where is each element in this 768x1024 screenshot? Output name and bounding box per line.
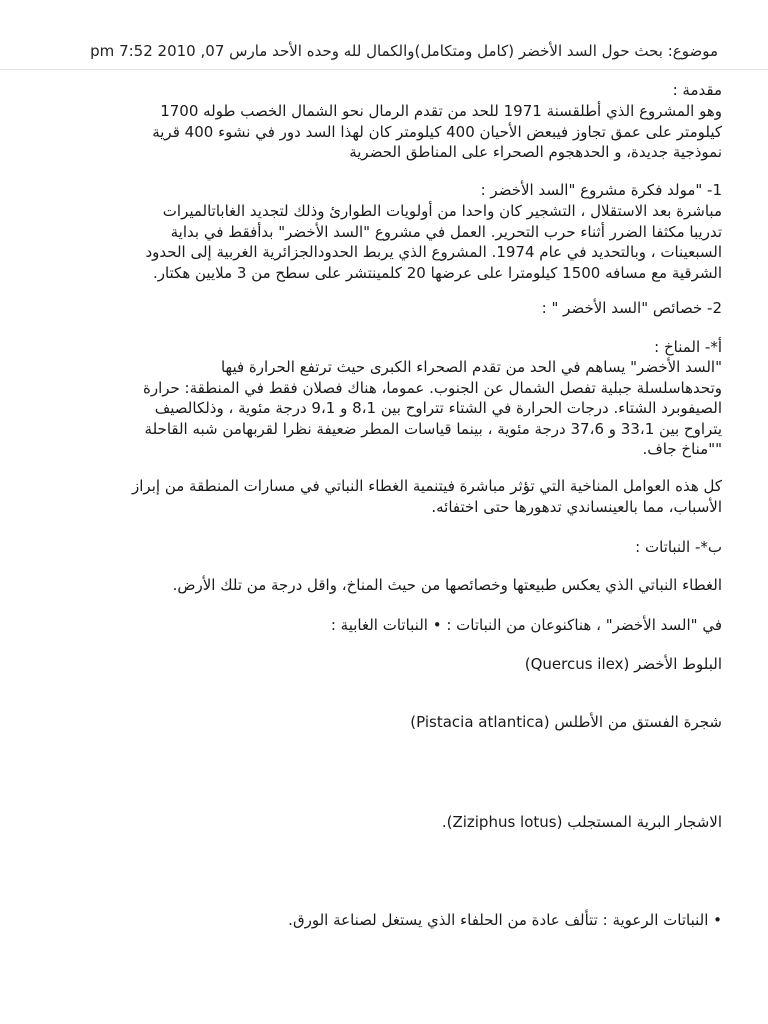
text-line: "السد الأخضر" يساهم في الحد من تقدم الصحراء الكبرى حيث ترتفع الحرارة فيها: [220, 358, 722, 376]
post-subject-and-date: موضوع: بحث حول السد الأخضر (كامل ومتكامل)والكمال لله وحده الأحد مارس 07, 2010 7:52 pm: [90, 42, 718, 60]
plants-heading: ب*- النباتات :: [635, 538, 722, 556]
text-line: الأسباب، مما بالعينساندي تدهورها حتى اختفائه.: [431, 497, 722, 516]
plants-cover-text: الغطاء النباتي الذي يعكس طبيعتها وخصائصها من حيث المناخ، واقل درجة من تلك الأرض.: [172, 576, 722, 594]
pastoral-plants-text: • النباتات الرعوية : تتألف عادة من الحلفاء الذي يستغل لصناعة الورق.: [288, 911, 722, 929]
section1-paragraph: [44, 201, 722, 283]
text-line: تدريبا مكثفا الضرر أثناء حرب التحرير. العمل في مشروع "السد الأخضر" بدأفقط في بداية: [170, 222, 722, 241]
text-line: نموذجية جديدة، و الحدهجوم الصحراء على المناطق الحضرية: [349, 143, 722, 161]
intro-paragraph: [44, 101, 722, 163]
text-line: وتحدهاسلسلة جبلية تفصل الشمال عن الجنوب. عموما، هناك فصلان فقط في المنطقة: حرارة: [142, 378, 722, 397]
intro-heading: مقدمة :: [672, 81, 722, 99]
section1-heading: 1- "مولد فكرة مشروع "السد الأخضر :: [480, 181, 722, 199]
text-line: وهو المشروع الذي أطلقسنة 1971 للحد من تقدم الرمال نحو الشمال الخصب طوله 1700: [160, 102, 722, 120]
species-item: الاشجار البرية المستجلب (Ziziphus lotus).: [441, 813, 722, 831]
text-line: الشرقية مع مسافه 1500 كيلومترا على عرضها 20 كلمينتشر على سطح من 3 ملايين هكتار.: [152, 263, 722, 282]
climate-paragraph: [44, 357, 722, 460]
species-item: البلوط الأخضر (Quercus ilex): [524, 655, 722, 673]
post-header: [0, 36, 768, 70]
section2-heading: 2- خصائص "السد الأخضر " :: [541, 299, 722, 317]
text-line: الصيفوبرد الشتاء. درجات الحرارة في الشتاء تتراوح بين 8،1 و 9،1 درجة مئوية ، وذلكالصيف: [154, 399, 722, 417]
text-line: كيلومتر على عمق تجاوز فيبعض الأحيان 400 كيلومتر كان لهذا السد دور في نشوء 400 قرية: [152, 122, 722, 141]
text-line: يتراوح بين 33،1 و 37،6 درجة مئوية ، بينما قياسات المطر ضعيفة نظرا لقربهامن شبه القاحلة: [144, 419, 722, 438]
text-line: السبعينات ، وبالتحديد في عام 1974. المشروع الذي يربط الحدودالجزائرية الغربية إلى الحدود: [145, 243, 722, 261]
text-line: مباشرة بعد الاستقلال ، التشجير كان واحدا من أولويات الطوارئ وذلك لتجديد الغاباتالميرات: [162, 202, 722, 220]
factors-paragraph: [44, 476, 722, 517]
text-line: ""مناخ جاف.: [642, 440, 722, 458]
climate-heading: أ*- المناخ :: [654, 338, 722, 356]
species-item: شجرة الفستق من الأطلس (Pistacia atlantica): [410, 713, 722, 731]
text-line: كل هذه العوامل المناخية التي تؤثر مباشرة فيتنمية الغطاء النباتي في مسارات المنطقة من إبراز: [132, 477, 722, 495]
plants-types-text: في "السد الأخضر" ، هناكنوعان من النباتات : • النباتات الغابية :: [330, 616, 722, 634]
